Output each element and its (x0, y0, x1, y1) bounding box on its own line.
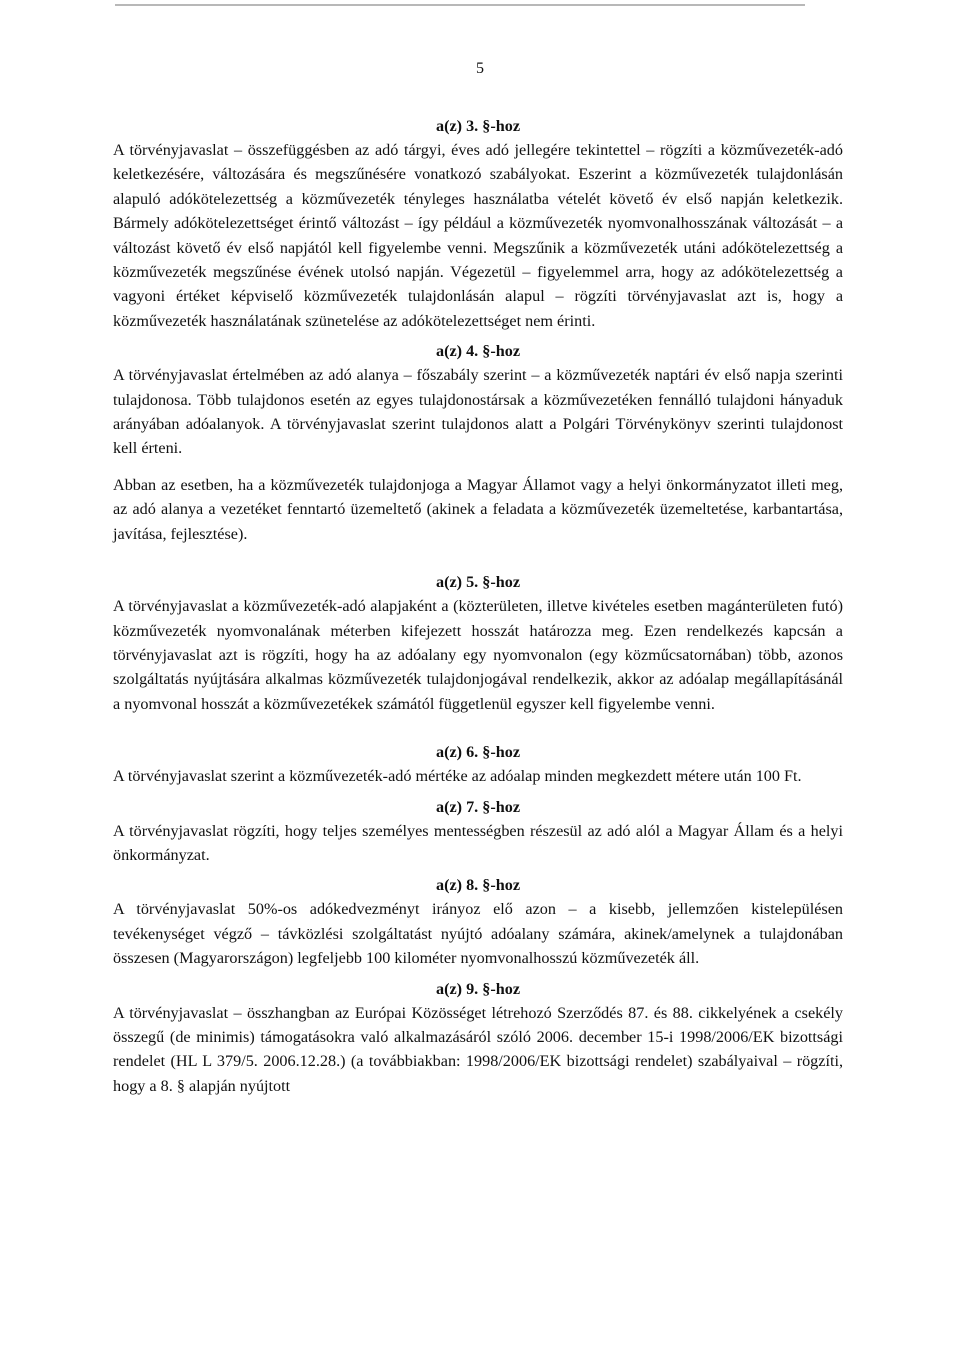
scan-edge-line (115, 4, 805, 6)
section-heading: a(z) 9. §-hoz (435, 979, 521, 998)
section-9 (113, 977, 843, 1099)
section-8 (113, 873, 843, 970)
section-5 (113, 570, 843, 716)
paragraph: A törvényjavaslat szerint a közművezeték-adó mértéke az adóalap minden megkezdett métere után 100 Ft. (113, 767, 802, 786)
section-heading: a(z) 8. §-hoz (435, 876, 521, 895)
paragraph: A törvényjavaslat 50%-os adókedvezményt irányoz elő azon – a kisebb, jellemzően kistelepülésen tevékenységet végző – távközlési szolgáltatást nyújtó adóalany számára, akinek/amelynek a tulajdonában összesen (Magyarországon) legfeljebb 100 kilométer nyomvonalhosszú közművezeték áll. (113, 900, 843, 968)
paragraph: A törvényjavaslat a közművezeték-adó alapjaként a (közterületen, illetve kivételes esetben magánterületen futó) közművezeték nyomvonalának méterben kifejezett hosszát határozza meg. Ezen rendelkezés kapcsán a törvényjavaslat azt is rögzíti, hogy ha az adóalany egy nyomvonalon (egy közműcsatornában) több, azonos szolgáltatás nyújtására alkalmas közművezeték tulajdonjogával rendelkezik, akkor az adóalap megállapításánál a nyomvonal hosszát a közművezetékek számától függetlenül egyszer kell figyelembe venni. (113, 597, 843, 713)
section-heading: a(z) 5. §-hoz (435, 573, 521, 592)
document-body (113, 114, 843, 1098)
section-7 (113, 795, 843, 868)
paragraph: A törvényjavaslat – összhangban az Európai Közösséget létrehozó Szerződés 87. és 88. cikkelyének a csekély összegű (de minimis) támogatásokra való alkalmazásáról szóló 2006. december 15-i 1998/2006/EK bizottsági rendelet (HL L 379/5. 2006.12.28.) (a továbbiakban: 1998/2006/EK bizottsági rendelet) szabályaival – rögzíti, hogy a 8. § alapján nyújtott (113, 1003, 843, 1095)
section-heading: a(z) 3. §-hoz (435, 117, 521, 135)
paragraph: A törvényjavaslat rögzíti, hogy teljes személyes mentességben részesül az adó alól a Magyar Állam és a helyi önkormányzat. (113, 821, 843, 864)
section-3 (113, 114, 843, 333)
section-heading: a(z) 7. §-hoz (435, 797, 521, 816)
section-6 (113, 740, 843, 788)
section-heading: a(z) 4. §-hoz (435, 342, 521, 361)
page-number: 5 (476, 60, 484, 77)
paragraph: A törvényjavaslat – összefüggésben az adó tárgyi, éves adó jellegére tekintettel – rögzíti a közművezeték-adó keletkezésére, változására és megszűnésére vonatkozó szabályokat. Eszerint a közművezeték tulajdonlásán alapuló adókötelezettség a közművezeték tényleges használatba vételét követő év első napján keletkezik. Bármely adókötelezettséget érintő változást – így például a közművezeték nyomvonalhosszának változását – a változást követő év első napjától kell figyelembe venni. Megszűnik a közművezeték utáni adókötelezettség a közművezeték megszűnése évének utolsó napján. Végezetül – figyelemmel arra, hogy az adókötelezettség a vagyoni értéket képviselő közművezeték tulajdonlásán alapul – rögzíti törvényjavaslat azt is, hogy a közművezeték használatának szünetelése az adókötelezettséget nem érinti. (113, 141, 843, 330)
paragraph: Abban az esetben, ha a közművezeték tulajdonjoga a Magyar Államot vagy a helyi önkormányzatot illeti meg, az adó alanya a vezetéket fenntartó üzemeltető (akinek a feladata a közművezeték üzemeltetése, karbantartása, javítása, fejlesztése). (113, 475, 843, 543)
section-heading: a(z) 6. §-hoz (435, 743, 521, 762)
section-4 (113, 339, 843, 546)
paragraph: A törvényjavaslat értelmében az adó alanya – főszabály szerint – a közművezeték naptári év első napja szerinti tulajdonosa. Több tulajdonos esetén az egyes tulajdonostársak a közművezetéken fennálló tulajdoni hányaduk arányában adóalanyok. A törvényjavaslat szerint tulajdonos alatt a Polgári Törvénykönyv szerinti tulajdonost kell érteni. (113, 366, 843, 458)
